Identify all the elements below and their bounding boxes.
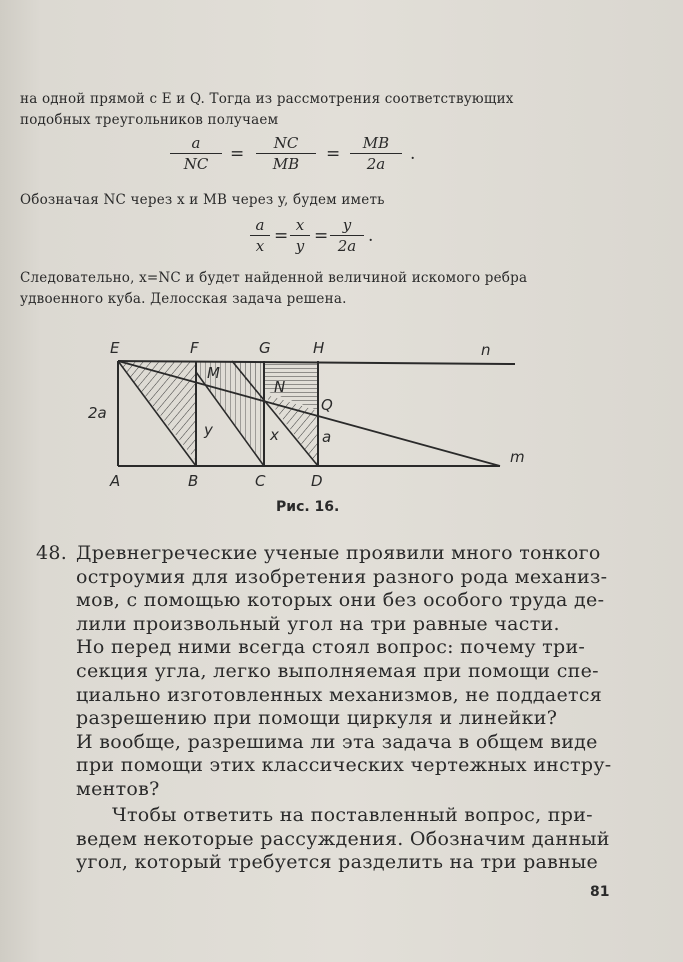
equals-sign: = (326, 144, 341, 164)
label-b: B (188, 472, 199, 490)
text-line: на одной прямой с E и Q. Тогда из рассмотрения соответствующих (20, 91, 514, 107)
page-number: 81 (590, 884, 610, 900)
text-line: Но перед ними всегда стоял вопрос: почему три- (76, 636, 586, 658)
text-line: И вообще, разрешима ли эта задача в общем виде (76, 731, 598, 753)
denominator: x (255, 237, 265, 255)
text-line: разрешению при помощи циркуля и линейки? (76, 707, 558, 729)
equals-sign: = (314, 226, 329, 246)
period: . (410, 144, 416, 164)
text-line: ментов? (76, 778, 160, 800)
numerator: y (330, 216, 364, 236)
label-y: y (204, 421, 213, 439)
label-e: E (110, 339, 120, 357)
label-a-point: A (110, 472, 121, 490)
numerator: NC (256, 134, 316, 154)
text-line: мов, с помощью которых они без особого труда де- (76, 589, 605, 611)
text-line: подобных треугольников получаем (20, 112, 279, 128)
label-x: x (270, 426, 279, 444)
text-line: удвоенного куба. Делосская задача решена. (20, 291, 347, 307)
label-n-line: n (481, 341, 491, 359)
text-line: Обозначая NC через x и MB через y, будем иметь (20, 192, 385, 208)
text-line: Древнегреческие ученые проявили много тонкого (76, 542, 601, 564)
text-line: угол, который требуется разделить на три равные (76, 851, 599, 873)
period: . (368, 226, 374, 246)
text-line: секция угла, легко выполняемая при помощи спе- (76, 660, 599, 682)
text-line: остроумия для изобретения разного рода механиз- (76, 566, 608, 588)
text-line: ведем некоторые рассуждения. Обозначим данный (76, 828, 610, 850)
text-line: при помощи этих классических чертежных инстру- (76, 754, 612, 776)
equals-sign: = (274, 226, 289, 246)
numerator: a (250, 216, 270, 236)
figure-caption: Рис. 16. (276, 499, 340, 515)
denominator: 2a (366, 155, 386, 173)
denominator: y (295, 237, 305, 255)
label-g: G (259, 339, 271, 357)
label-h: H (313, 339, 325, 357)
text-line: Следовательно, x=NC и будет найденной величиной искомого ребра (20, 270, 528, 286)
label-a: a (322, 428, 332, 446)
numerator: x (290, 216, 310, 236)
denominator: MB (272, 155, 300, 173)
denominator: 2a (337, 237, 357, 255)
text-line: Чтобы ответить на поставленный вопрос, при- (112, 804, 593, 826)
label-d: D (311, 472, 323, 490)
label-f: F (190, 339, 199, 357)
problem-number: 48. (36, 542, 68, 564)
label-c: C (255, 472, 266, 490)
label-q: Q (321, 396, 333, 414)
text-line: циально изготовленных механизмов, не поддается (76, 684, 603, 706)
denominator: NC (183, 155, 209, 173)
label-2a: 2a (88, 404, 107, 422)
label-m-line: m (510, 448, 525, 466)
equals-sign: = (230, 144, 245, 164)
numerator: a (170, 134, 222, 154)
label-m-point: M (207, 364, 220, 382)
text-line: лили произвольный угол на три равные части. (76, 613, 560, 635)
numerator: MB (350, 134, 402, 154)
label-n-point: N (274, 378, 286, 396)
